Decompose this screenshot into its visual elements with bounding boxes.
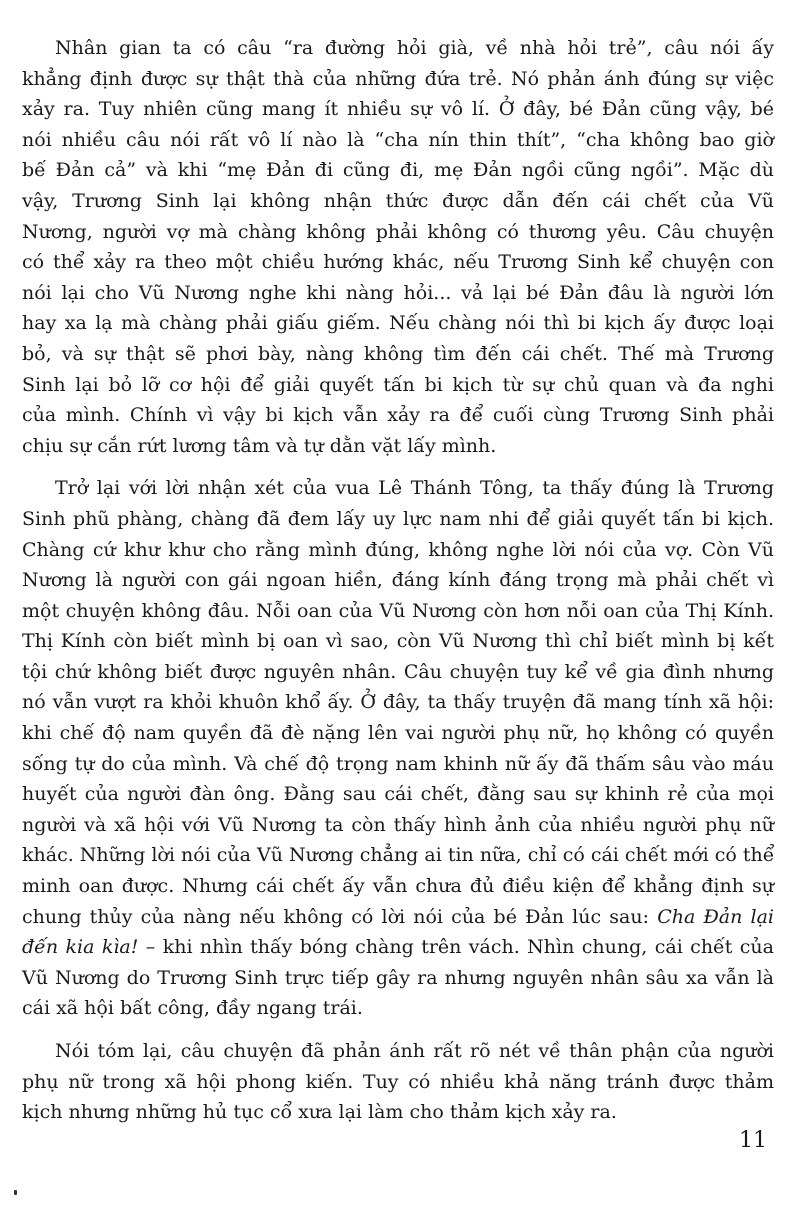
- page-number: 11: [739, 1128, 767, 1153]
- text-line: kịch nhưng những hủ tục cổ xưa lại làm cho thảm kịch xảy ra.: [22, 1101, 617, 1124]
- text-line: chịu sự cắn rứt lương tâm và tự dằn vặt lấy mình.: [22, 434, 497, 457]
- text-line: minh oan được. Nhưng cái chết ấy vẫn chưa đủ điều kiện để khẳng định sự: [22, 875, 774, 898]
- text-line: nói nhiều câu nói rất vô lí nào là “cha nín thin thít”, “cha không bao giờ: [22, 128, 774, 151]
- text-line: Chàng cứ khư khư cho rằng mình đúng, không nghe lời nói của vợ. Còn Vũ: [22, 538, 774, 561]
- text-line: hay xa lạ mà chàng phải giấu giếm. Nếu chàng nói thì bi kịch ấy được loại: [22, 312, 774, 335]
- text-line: cái xã hội bất công, đầy ngang trái.: [22, 997, 363, 1020]
- text-line: Nương, người vợ mà chàng không phải không có thương yêu. Câu chuyện: [22, 220, 774, 243]
- text-line: khi chế độ nam quyền đã đè nặng lên vai người phụ nữ, họ không có quyền: [22, 722, 774, 745]
- text-line: bế Đản cả” và khi “mẹ Đản đi cũng đi, mẹ Đản ngồi cũng ngồi”. Mặc dù: [22, 159, 774, 182]
- text-line-with-quote: [22, 902, 774, 933]
- text-line: Nương là người con gái ngoan hiền, đáng kính đáng trọng mà phải chết vì: [22, 569, 774, 592]
- italic-quote-part: đến kia kìa!: [22, 936, 139, 959]
- text-line: của mình. Chính vì vậy bi kịch vẫn xảy ra để cuối cùng Trương Sinh phải: [22, 404, 774, 427]
- text-line: Sinh lại bỏ lỡ cơ hội để giải quyết tấn bi kịch từ sự chủ quan và đa nghi: [22, 373, 774, 396]
- text-line: một chuyện không đâu. Nỗi oan của Vũ Nương còn hơn nỗi oan của Thị Kính.: [22, 599, 774, 622]
- text-segment: – khi nhìn thấy bóng chàng trên vách. Nhìn chung, cái chết của: [138, 936, 774, 959]
- paragraph-3: [22, 1036, 774, 1128]
- text-line: có thể xảy ra theo một chiều hướng khác, nếu Trương Sinh kể chuyện con: [22, 251, 774, 274]
- paragraph-2: [22, 473, 774, 1024]
- text-segment: chung thủy của nàng nếu không có lời nói của bé Đản lúc sau:: [22, 905, 650, 928]
- text-line: huyết của người đàn ông. Đằng sau cái chết, đằng sau sự khinh rẻ của mọi: [22, 783, 774, 806]
- text-line: Trở lại với lời nhận xét của vua Lê Thánh Tông, ta thấy đúng là Trương: [55, 477, 774, 500]
- text-line: người và xã hội với Vũ Nương ta còn thấy hình ảnh của nhiều người phụ nữ: [22, 813, 774, 836]
- paragraph-1: [22, 33, 774, 461]
- text-line: nói lại cho Vũ Nương nghe khi nàng hỏi... vả lại bé Đản đâu là người lớn: [22, 281, 774, 304]
- text-line: khẳng định được sự thật thà của những đứa trẻ. Nó phản ánh đúng sự việc: [22, 67, 774, 90]
- text-line: Nhân gian ta có câu “ra đường hỏi già, về nhà hỏi trẻ”, câu nói ấy: [55, 37, 774, 59]
- text-line-with-quote: [22, 932, 774, 963]
- text-line: Vũ Nương do Trương Sinh trực tiếp gây ra nhưng nguyên nhân sâu xa vẫn là: [22, 966, 774, 989]
- text-line: khác. Những lời nói của Vũ Nương chẳng ai tin nữa, chỉ có cái chết mới có thể: [22, 844, 775, 867]
- text-line: Sinh phũ phàng, chàng đã đem lấy uy lực nam nhi để giải quyết tấn bi kịch.: [22, 507, 774, 530]
- text-line: Nói tóm lại, câu chuyện đã phản ánh rất rõ nét về thân phận của người: [55, 1040, 774, 1062]
- text-line: sống tự do của mình. Và chế độ trọng nam khinh nữ ấy đã thấm sâu vào máu: [22, 752, 774, 775]
- text-line: bỏ, và sự thật sẽ phơi bày, nàng không tìm đến cái chết. Thế mà Trương: [22, 342, 774, 365]
- text-line: Thị Kính còn biết mình bị oan vì sao, còn Vũ Nương thì chỉ biết mình bị kết: [22, 630, 774, 653]
- text-line: nó vẫn vượt ra khỏi khuôn khổ ấy. Ở đây, ta thấy truyện đã mang tính xã hội:: [22, 691, 774, 714]
- scan-speck: [14, 1190, 17, 1195]
- text-line: tội chứ không biết được nguyên nhân. Câu chuyện tuy kể về gia đình nhưng: [22, 660, 774, 683]
- text-line: xảy ra. Tuy nhiên cũng mang ít nhiều sự vô lí. Ở đây, bé Đản cũng vậy, bé: [22, 98, 774, 121]
- text-line: phụ nữ trong xã hội phong kiến. Tuy có nhiều khả năng tránh được thảm: [22, 1070, 774, 1093]
- body-text: [22, 33, 774, 1140]
- italic-quote-part: Cha Đản lại: [657, 905, 774, 928]
- text-line: vậy, Trương Sinh lại không nhận thức được dẫn đến cái chết của Vũ: [22, 189, 774, 212]
